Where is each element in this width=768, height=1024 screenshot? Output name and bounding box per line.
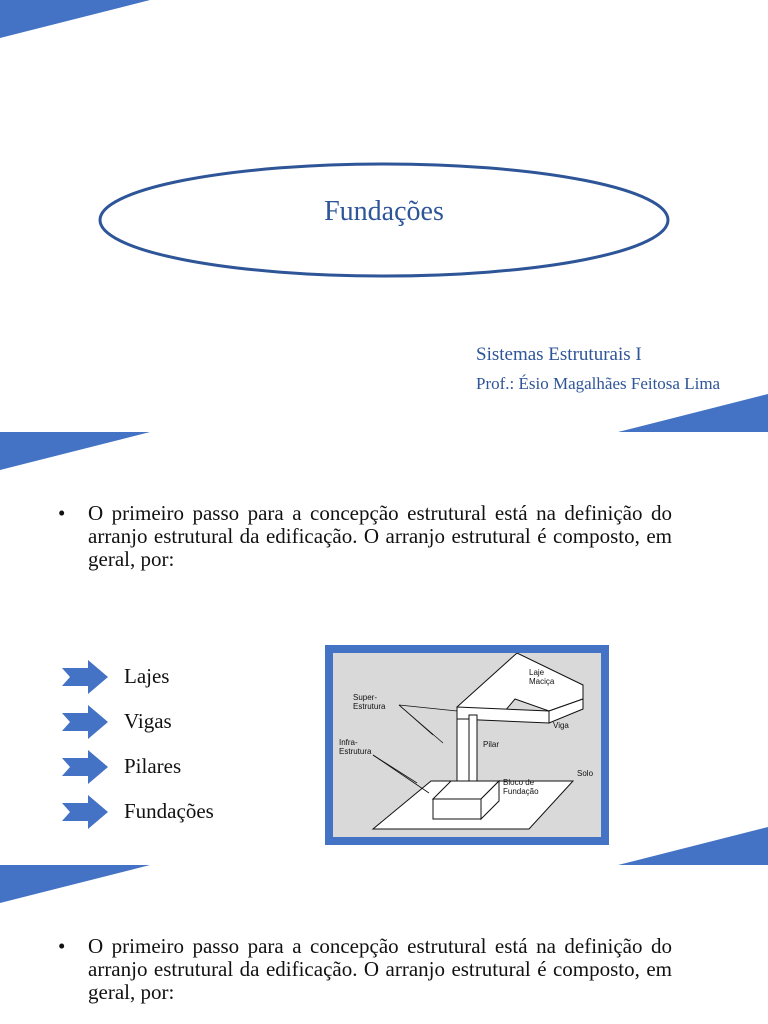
label-viga: Viga [553,721,569,730]
corner-triangle-top-left [0,0,150,38]
right-arrow-icon [62,660,108,694]
professor-name: Prof.: Ésio Magalhães Feitosa Lima [476,374,721,393]
figure-canvas [333,653,601,837]
list-item [62,654,214,699]
intro-paragraph: • O primeiro passo para a concepção estrutural está na definição do arranjo estrutural da edificação. O arranjo estrutural é composto, em geral, por: [58,934,672,1004]
right-arrow-icon [62,705,108,739]
corner-triangle-top-left [0,432,150,470]
label-infra-estrutura: Estrutura [339,747,372,756]
right-arrow-icon [62,750,108,784]
slide-arrangement-repeat [0,865,768,1024]
item-label: Lajes [124,664,170,688]
slide-title [0,0,768,432]
intro-paragraph: • O primeiro passo para a concepção estrutural está na definição do arranjo estrutural da edificação. O arranjo estrutural é composto, em geral, por: [58,501,672,571]
label-super-estrutura: Estrutura [353,702,386,711]
corner-triangle-top-left [0,865,150,903]
item-label: Vigas [124,709,172,733]
label-fundacao: Fundação [503,787,539,796]
label-infra: Infra- [339,738,358,747]
list-item [62,699,214,744]
label-bloco: Bloco de [503,778,535,787]
corner-triangle-bottom-right [618,827,768,865]
structure-figure [325,645,609,845]
bullet-dot: • [58,501,66,525]
page-title: Fundações [324,196,444,227]
label-pilar: Pilar [483,740,500,749]
label-solo: Solo [577,769,594,778]
item-label: Fundações [124,799,214,823]
right-arrow-icon [62,795,108,829]
list-item [62,789,214,834]
bullet-dot: • [58,934,66,958]
label-laje: Laje [529,668,545,677]
label-macica: Maciça [529,677,555,686]
item-label: Pilares [124,754,182,778]
list-item [62,744,214,789]
element-list [62,654,214,834]
slide-arrangement [0,432,768,865]
corner-triangle-bottom-right [618,394,768,432]
label-super: Super- [353,693,378,702]
course-name: Sistemas Estruturais I [476,344,642,365]
structure-diagram [333,653,601,837]
